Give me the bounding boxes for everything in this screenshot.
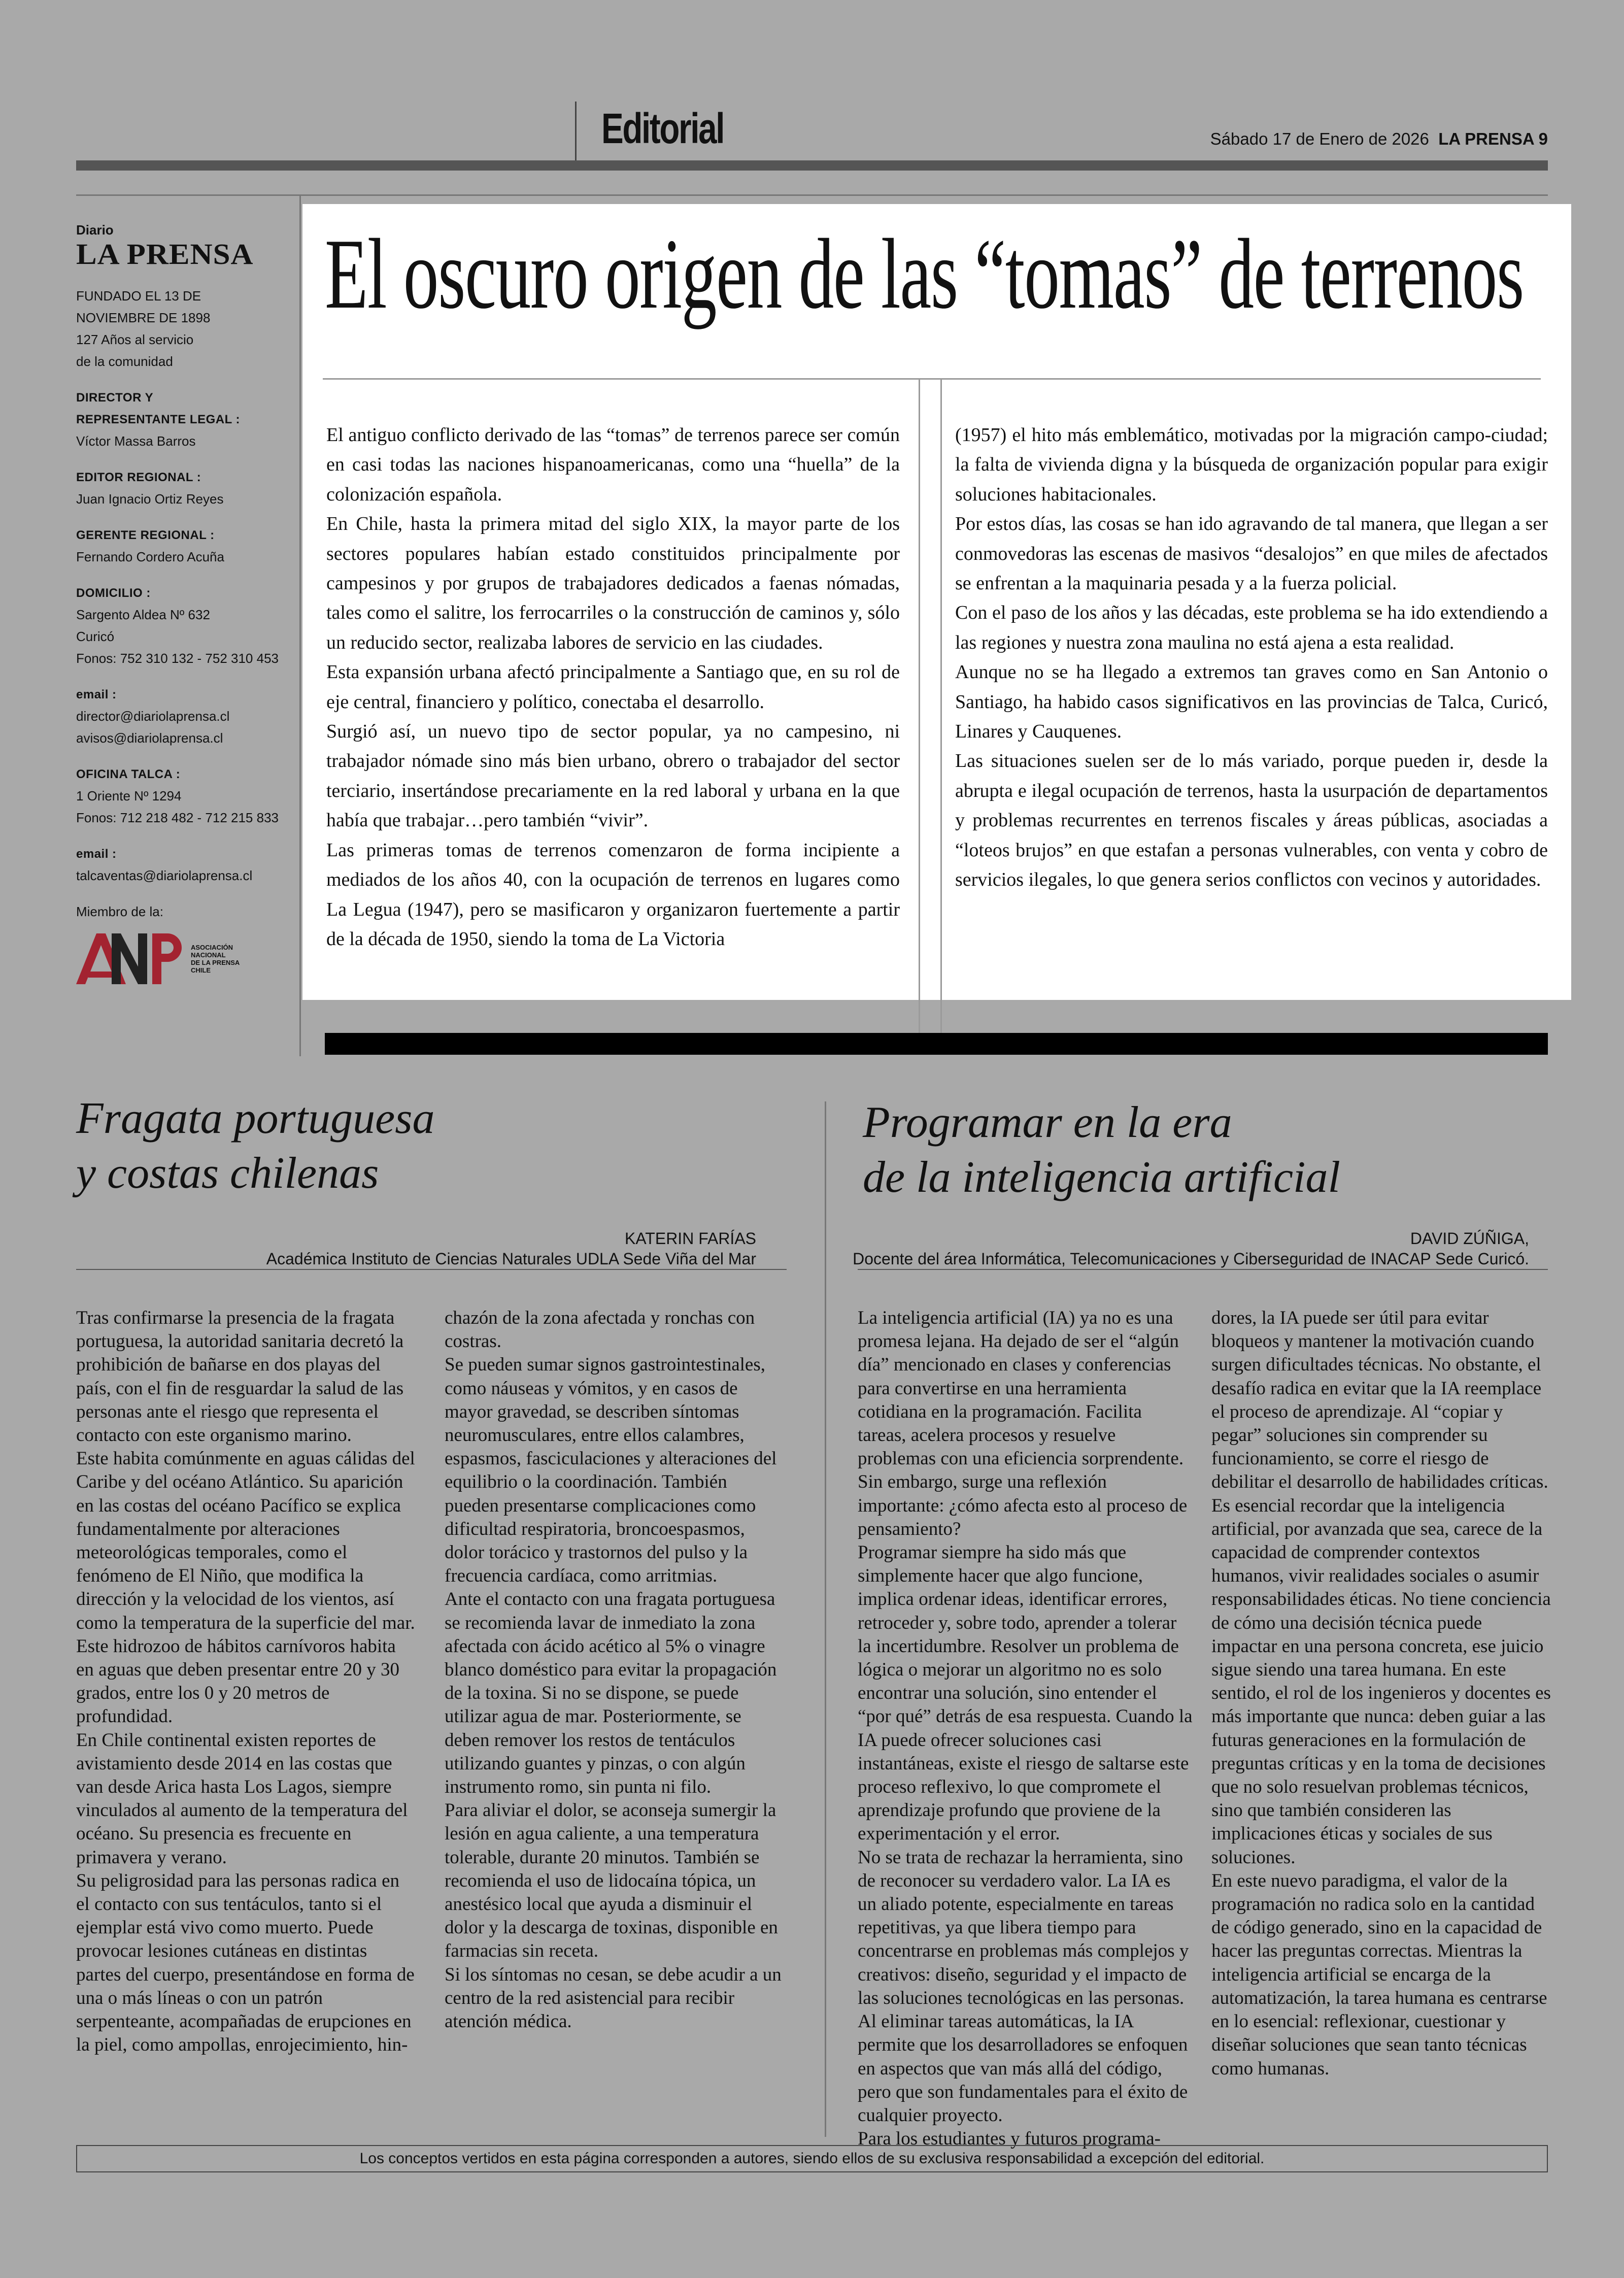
article1-affiliation: Académica Instituto de Ciencias Naturales UDLA Sede Viña del Mar: [266, 1250, 756, 1268]
issue-date: Sábado 17 de Enero de 2026: [1210, 129, 1429, 148]
article1-paragraph: Este hidrozoo de hábitos carnívoros habita en aguas que deben presentar entre 20 y 30 grados, entre los 0 y 20 metros de profundidad.: [76, 1635, 399, 1727]
staff-value: Juan Ignacio Ortiz Reyes: [76, 491, 224, 507]
article1-paragraph: chazón de la zona afectada y ronchas con costras.: [445, 1308, 755, 1352]
article1-byline: [266, 1228, 756, 1269]
article1-title: [76, 1091, 434, 1201]
sidebar-rule: [299, 196, 301, 1056]
masthead-logo: LA PRENSA: [76, 238, 254, 271]
article1-paragraph: Se pueden sumar signos gastrointestinales, como náuseas y vómitos, y en casos de mayor gravedad, se describen síntomas neuromusculares, entre ellos calambres, espasmos, fasciculaciones y alteraciones del equilibrio o la coordinación. También pueden presentarse complicaciones como dificultad respiratoria, broncoespasmos, dolor torácico y trastornos del pulso y la frecuencia cardíaca, como arritmias.: [445, 1354, 777, 1587]
article-divider: [825, 1101, 826, 2137]
staff-block: [76, 843, 299, 887]
section-label: Editorial: [601, 105, 724, 152]
staff-label: DIRECTOR Y: [76, 391, 154, 405]
article2-title: [863, 1095, 1340, 1205]
staff-block: [76, 466, 299, 510]
article1-paragraph: Para aliviar el dolor, se aconseja sumergir la lesión en agua caliente, a una temperatura tolerable, durante 20 minutos. También se recomienda el uso de lidocaína tópica, un anestésico local que ayuda a disminuir el dolor y la descarga de toxinas, disponible en farmacias sin receta.: [445, 1800, 778, 1962]
anp-text-line: CHILE: [191, 966, 211, 974]
article2-title-line: Programar en la era: [863, 1098, 1232, 1147]
staff-blocks: [76, 387, 299, 887]
header-divider: [575, 102, 577, 161]
article2-title-line: de la inteligencia artificial: [863, 1153, 1340, 1202]
header-bar: [76, 160, 1548, 171]
date-line: [1210, 129, 1548, 149]
anp-text-line: DE LA PRENSA: [191, 959, 240, 966]
anp-text-line: ASOCIACIÓN: [191, 944, 233, 951]
anp-text: [191, 944, 240, 974]
article1-paragraph: Tras confirmarse la presencia de la fragata portuguesa, la autoridad sanitaria decretó la prohibición de bañarse en dos playas del país, con el fin de resguardar la salud de las personas ante el riesgo que representa el contacto con este organismo marino.: [76, 1308, 404, 1446]
article1-title-line: y costas chilenas: [76, 1149, 379, 1198]
article2-paragraph: dores, la IA puede ser útil para evitar bloqueos y mantener la motivación cuando surgen dificultades técnicas. No obstante, el desafío radica en evitar que la IA reemplace el proceso de aprendizaje. Al “copiar y pegar” soluciones sin comprender su funcionamiento, se corre el riesgo de debilitar el desarrollo de habilidades críticas.: [1211, 1308, 1548, 1493]
article2-affiliation: Docente del área Informática, Telecomunicaciones y Ciberseguridad de INACAP Sede Curicó.: [853, 1250, 1529, 1268]
staff-block: [76, 582, 299, 669]
staff-value: Fonos: 752 310 132 - 752 310 453: [76, 651, 279, 666]
editorial-column-left: [326, 420, 900, 954]
article2-paragraph: La inteligencia artificial (IA) ya no es una promesa lejana. Ha dejado de ser el “algún día” mencionado en clases y conferencias para convertirse en una herramienta cotidiana en la programación. Facilita tareas, acelera procesos y resuelve problemas con una eficiencia sorprendente. Sin embargo, surge una reflexión importante: ¿cómo afecta esto al proceso de pensamiento?: [858, 1308, 1188, 1539]
article1-author: KATERIN FARÍAS: [624, 1229, 756, 1248]
founded-line: de la comunidad: [76, 354, 173, 369]
staff-label: OFICINA TALCA :: [76, 767, 181, 781]
article2-paragraph: Programar siempre ha sido más que simplemente hacer que algo funcione, implica ordenar ideas, identificar errores, retroceder y, sobre todo, aprender a tolerar la incertidumbre. Resolver un problema de lógica o mejorar un algoritmo no es solo encontrar una solución, sino entender el “por qué” detrás de esa respuesta. Cuando la IA puede ofrecer soluciones casi instantáneas, existe el riesgo de saltarse este proceso reflexivo, lo que compromete el aprendizaje profundo que proviene de la experimentación y el error.: [858, 1542, 1193, 1845]
editorial-title: El oscuro origen de las “tomas” de terrenos: [325, 218, 1524, 329]
article2-paragraph: Para los estudiantes y futuros programa-: [858, 2128, 1161, 2150]
anp-text-line: NACIONAL: [191, 951, 226, 959]
article2-column-2: [1211, 1306, 1551, 2081]
article1-column-1: [76, 1306, 416, 2057]
article2-author: DAVID ZÚÑIGA,: [1410, 1229, 1529, 1248]
staff-label: email :: [76, 688, 117, 701]
staff-label: GERENTE REGIONAL :: [76, 528, 215, 542]
footer-disclaimer: Los conceptos vertidos en esta página corresponden a autores, siendo ellos de su exclusiva responsabilidad a excepción del editorial.: [76, 2145, 1548, 2172]
article2-paragraph: En este nuevo paradigma, el valor de la programación no radica solo en la cantidad de código generado, sino en la capacidad de hacer las preguntas correctas. Mientras la inteligencia artificial se encarga de la automatización, la tarea humana es centrarse en lo esencial: reflexionar, cuestionar y diseñar soluciones que sean tanto técnicas como humanas.: [1211, 1870, 1547, 2079]
member-label: Miembro de la:: [76, 904, 163, 919]
staff-block: [76, 763, 299, 829]
staff-value: director@diariolaprensa.cl: [76, 709, 230, 724]
masthead: [76, 222, 299, 987]
paper-page: LA PRENSA 9: [1438, 129, 1548, 148]
staff-value: Curicó: [76, 629, 115, 644]
editorial-paragraph: Surgió así, un nuevo tipo de sector popular, ya no campesino, ni trabajador nómade sino más bien urbano, obrero o trabajador del sector terciario, insertándose precariamente en la red laboral y urbana en la que había que trabajar…pero también “vivir”.: [326, 721, 900, 831]
staff-label: email :: [76, 847, 117, 861]
staff-label: EDITOR REGIONAL :: [76, 471, 201, 484]
editorial-paragraph: En Chile, hasta la primera mitad del siglo XIX, la mayor parte de los sectores populares habían estado constituidos principalmente por campesinos y por grupos de trabajadores dedicados a faenas nómadas, tales como el salitre, los ferrocarriles o la construcción de caminos y, sólo un reducido sector, realizaba labores de servicio en las ciudades.: [326, 513, 900, 653]
editorial-paragraph: Por estos días, las cosas se han ido agravando de tal manera, que llegan a ser conmovedoras las escenas de masivos “desalojos” en que miles de afectados se enfrentan a la maquinaria pesada y a la fuerza policial.: [955, 513, 1548, 594]
editorial-paragraph: Aunque no se ha llegado a extremos tan graves como en San Antonio o Santiago, ha habido casos significativos en las provincias de Talca, Curicó, Linares y Cauquenes.: [955, 661, 1548, 743]
editorial-column-right: [955, 420, 1548, 895]
staff-value: 1 Oriente Nº 1294: [76, 788, 182, 803]
founded-line: 127 Años al servicio: [76, 332, 194, 347]
article1-column-2: [445, 1306, 785, 2033]
article1-paragraph: Si los síntomas no cesan, se debe acudir a un centro de la red asistencial para recibir atención médica.: [445, 1964, 782, 2032]
editorial-title-rule: [323, 378, 1541, 380]
founded-line: FUNDADO EL 13 DE: [76, 288, 201, 304]
article1-paragraph: Ante el contacto con una fragata portuguesa se recomienda lavar de inmediato la zona afectada con ácido acético al 5% o vinagre blanco doméstico para evitar la propagación de la toxina. Si no se dispone, se puede utilizar agua de mar. Posteriormente, se deben remover los restos de tentáculos utilizando guantes y pinzas, o con algún instrumento romo, sin punta ni filo.: [445, 1589, 777, 1798]
editorial-bottom-bar: [325, 1033, 1548, 1055]
article1-paragraph: Este habita comúnmente en aguas cálidas del Caribe y del océano Atlántico. Su aparición en las costas del océano Pacífico se explica fundamentalmente por alteraciones meteorológicas temporales, como el fenómeno de El Niño, que modifica la dirección y la velocidad de los vientos, así como la temperatura de la superficie del mar.: [76, 1448, 415, 1633]
article2-column-1: [858, 1306, 1193, 2151]
staff-block: [76, 524, 299, 568]
staff-block: [76, 387, 299, 452]
staff-block: [76, 684, 299, 749]
article1-paragraph: En Chile continental existen reportes de avistamiento desde 2014 en las costas que van desde Arica hasta Los Lagos, siempre vinculados al aumento de la temperatura del océano. Su presencia es frecuente en primavera y verano.: [76, 1729, 408, 1868]
article2-paragraph: No se trata de rechazar la herramienta, sino de reconocer su verdadero valor. La IA es un aliado potente, especialmente en tareas repetitivas, ya que libera tiempo para concentrarse en problemas más complejos y creativos: diseño, seguridad y el impacto de las soluciones tecnológicas en las personas. Al eliminar tareas automáticas, la IA permite que los desarrolladores se enfoquen en aspectos que van más allá del código, pero que son fundamentales para el éxito de cualquier proyecto.: [858, 1847, 1189, 2126]
editorial-paragraph: Las situaciones suelen ser de lo más variado, porque pueden ir, desde la abrupta e ilegal ocupación de terrenos, hasta la usurpación de departamentos y problemas recurrentes en terrenos fiscales y áreas públicas, asociadas a “loteos brujos” en que estafan a personas vulnerables, con venta y cobro de servicios ilegales, lo que genera serios conflictos con vecinos y autoridades.: [955, 750, 1548, 891]
article2-rule: [858, 1269, 1548, 1270]
anp-logo-icon: [76, 931, 188, 987]
article1-rule: [76, 1269, 787, 1270]
staff-value: Sargento Aldea Nº 632: [76, 607, 210, 622]
masthead-small: Diario: [76, 222, 114, 238]
header-rule: [76, 194, 1548, 196]
column-rule: [940, 380, 942, 1034]
column-rule: [919, 380, 920, 1034]
founded-block: [76, 285, 299, 373]
article2-paragraph: Es esencial recordar que la inteligencia artificial, por avanzada que sea, carece de la capacidad de comprender contextos humanos, vivir realidades sociales o asumir responsabilidades éticas. No tiene conciencia de cómo una decisión técnica puede impactar en una persona concreta, ese juicio sigue siendo una tarea humana. En este sentido, el rol de los ingenieros y docentes es más importante que nunca: deben guiar a las futuras generaciones en la formulación de preguntas críticas y en la toma de decisiones que no solo resuelvan problemas técnicos, sino que también consideren las implicaciones éticas y sociales de sus soluciones.: [1211, 1495, 1551, 1868]
founded-line: NOVIEMBRE DE 1898: [76, 310, 211, 325]
editorial-paragraph: El antiguo conflicto derivado de las “tomas” de terrenos parece ser común en casi todas las naciones hispanoamericanas, como una “huella” de la colonización española.: [326, 424, 900, 505]
editorial-paragraph: (1957) el hito más emblemático, motivadas por la migración campo-ciudad; la falta de vivienda digna y la búsqueda de organización popular para exigir soluciones habitacionales.: [955, 424, 1548, 505]
staff-label: REPRESENTANTE LEGAL :: [76, 413, 240, 426]
article2-byline: [853, 1228, 1529, 1269]
staff-value: talcaventas@diariolaprensa.cl: [76, 868, 253, 883]
staff-value: Fonos: 712 218 482 - 712 215 833: [76, 810, 279, 825]
editorial-paragraph: Esta expansión urbana afectó principalmente a Santiago que, en su rol de eje central, financiero y político, conectaba el desarrollo.: [326, 661, 900, 713]
staff-value: avisos@diariolaprensa.cl: [76, 730, 223, 746]
article1-paragraph: Su peligrosidad para las personas radica en el contacto con sus tentáculos, tanto si el ejemplar está vivo como muerto. Puede provocar lesiones cutáneas en distintas partes del cuerpo, presentándose en forma de una o más líneas o con un patrón serpenteante, acompañadas de erupciones en la piel, como ampollas, enrojecimiento, hin-: [76, 1870, 415, 2056]
anp-logo: [76, 931, 299, 987]
editorial-paragraph: Las primeras tomas de terrenos comenzaron de forma incipiente a mediados de los años 40, con la ocupación de terrenos en lugares como La Legua (1947), pero se masificaron y organizaron fuertemente a partir de la década de 1950, siendo la toma de La Victoria: [326, 839, 900, 950]
staff-value: Víctor Massa Barros: [76, 433, 196, 449]
staff-label: DOMICILIO :: [76, 586, 151, 600]
editorial-paragraph: Con el paso de los años y las décadas, este problema se ha ido extendiendo a las regiones y nuestra zona maulina no está ajena a esta realidad.: [955, 602, 1548, 653]
article1-title-line: Fragata portuguesa: [76, 1094, 435, 1143]
staff-value: Fernando Cordero Acuña: [76, 549, 224, 564]
